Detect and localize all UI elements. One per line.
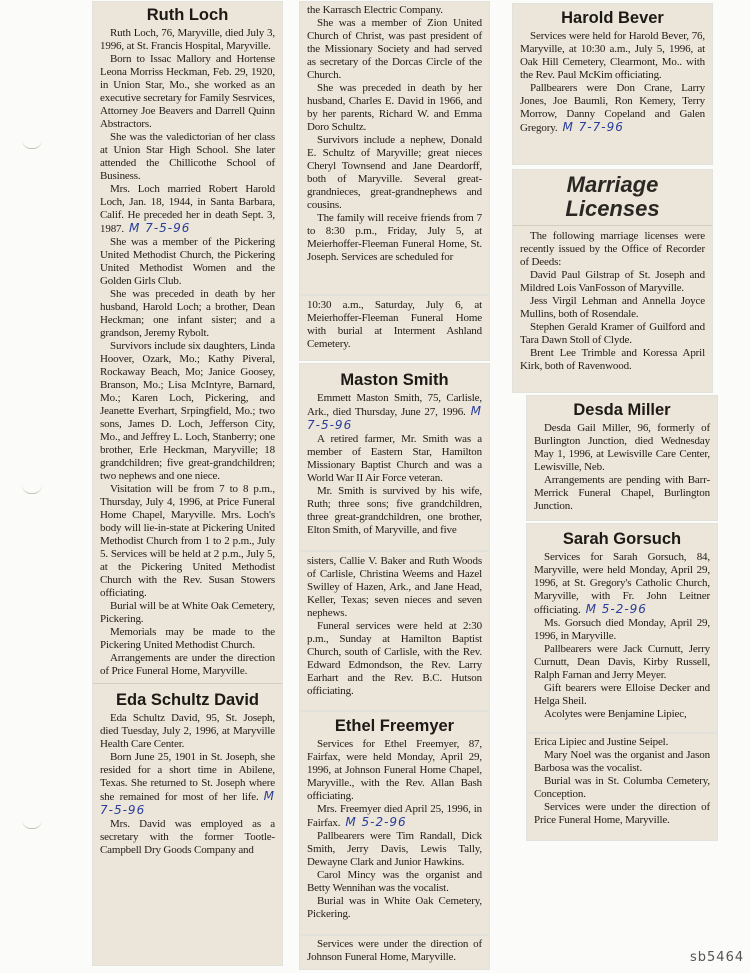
binder-hole-top [22, 140, 42, 149]
obit-paragraph: She was preceded in death by her husband, Charles E. David in 1966, and by her parents, Richard W. and Emma Doro Schultz. [307, 82, 482, 133]
license-entry: Jess Virgil Lehman and Annella Joyce Mullins, both of Rosendale. [520, 295, 705, 320]
obit-paragraph: Services for Ethel Freemyer, 87, Fairfax, were held Monday, April 29, 1996, at Johnson Funeral Home Chapel, Maryville., with the Rev. Allan Bash officiating. [307, 738, 482, 802]
obit-paragraph: Pallbearers were Jack Curnutt, Jerry Curnutt, Dean Davis, Kirby Russell, Ralph Farnan and Jerry Meyer. [534, 643, 710, 681]
license-entry: Stephen Gerald Kramer of Guilford and Tara Dawn Stoll of Clyde. [520, 321, 705, 346]
clipping-desda-miller [527, 396, 717, 520]
handwritten-date-note: M 7-5-96 [100, 789, 275, 817]
obit-paragraph: Ms. Gorsuch died Monday, April 29, 1996, in Maryville. [534, 617, 710, 642]
license-entry: Brent Lee Trimble and Koressa April Kirk, both of Ravenwood. [520, 347, 705, 372]
obit-paragraph: Burial was in St. Columba Cemetery, Conception. [534, 775, 710, 800]
obit-paragraph: 10:30 a.m., Saturday, July 6, at Meierhoffer-Fleeman Funeral Home with burial at Interment Ashland Cemetery. [307, 299, 482, 350]
obit-paragraph: Erica Lipiec and Justine Seipel. [534, 736, 669, 748]
obit-paragraph: Eda Schultz David, 95, St. Joseph, died Tuesday, July 2, 1996, at Maryville Health Care Center. [100, 712, 275, 750]
clipping-eda-david-continued [300, 2, 489, 294]
handwritten-date-note: M 7-7-96 [562, 120, 624, 134]
obituary-heading-desda-miller: Desda Miller [573, 401, 671, 419]
obit-paragraph: Funeral services were held at 2:30 p.m., Sunday at Hamilton Baptist Church, south of Carlisle, with the Rev. Edward Edmondson, the Rev. Larry Earhart and the Rev. B.C. Hutson officiating. [307, 620, 482, 697]
handwritten-date-note: M 7-5-96 [307, 404, 482, 432]
obit-paragraph: Services were under the direction of Price Funeral Home, Maryville. [534, 801, 710, 826]
obit-paragraph: Survivors include a nephew, Donald E. Schultz of Maryville; great nieces Cheryl Townsend and Jane Deardorff, both of Maryville. Several great-grandnieces, great-grandnephews and cousins. [307, 134, 482, 211]
obit-paragraph: Services for Sarah Gorsuch, 84, Maryville, were held Monday, April 29, 1996, at St. Gregory's Catholic Church, Maryville, with Fr. John Leitner officiating. M 5-2-96 [534, 551, 710, 616]
obit-paragraph: She was preceded in death by her husband, Harold Loch; a brother, Dean Heckman; one infant sister; and a grandson, Jeremy Rybolt. [100, 288, 275, 339]
obit-paragraph: Born June 25, 1901 in St. Joseph, she resided for a short time in Abilene, Texas. She returned to St. Joseph where she remained for most of her life. M 7-5-96 [100, 751, 275, 817]
clipping-ruth-loch [93, 2, 282, 965]
marriage-licenses-title-line2: Licenses [565, 196, 660, 221]
license-entry: David Paul Gilstrap of St. Joseph and Mildred Lois VanFosson of Maryville. [520, 269, 705, 294]
obit-paragraph: Mrs. Loch married Robert Harold Loch, Jan. 18, 1944, in Santa Barbara, Calif. He preceded her in death Sept. 3, 1987. M 7-5-96 [100, 183, 275, 235]
clipping-sarah-gorsuch-continued [527, 734, 717, 840]
clipping-ethel-freemyer-end [300, 936, 489, 969]
obit-paragraph: Born to Issac Mallory and Hortense Leona Morriss Heckman, Feb. 29, 1920, in Union Star, Mo., she worked as an executive secretary for Family Sesrvices, Attorney Joe Beavers and Darrell Quinn Abstractors. [100, 53, 275, 130]
obit-paragraph: The family will receive friends from 7 to 8:30 p.m., Friday, July 5, at Meierhoffer-Fleeman Funeral Home, St. Joseph. Services are scheduled for [307, 212, 482, 263]
obituary-heading-maston-smith: Maston Smith [340, 371, 449, 389]
clipping-eda-david-end [300, 296, 489, 360]
binder-hole-middle [22, 485, 42, 494]
obit-paragraph: A retired farmer, Mr. Smith was a member of Eastern Star, Hamilton Missionary Baptist Church and was a World War II Air Force veteran. [307, 433, 482, 484]
obit-paragraph: Carol Mincy was the organist and Betty Wennihan was the vocalist. [307, 869, 482, 894]
obit-paragraph: Burial was in White Oak Cemetery, Pickering. [307, 895, 482, 920]
clipping-marriage-licenses [513, 170, 712, 392]
obit-paragraph: Emmett Maston Smith, 75, Carlisle, Ark., died Thursday, June 27, 1996. M 7-5-96 [307, 392, 482, 432]
handwritten-date-note: M 7-5-96 [129, 221, 191, 235]
obit-paragraph: Mr. Smith is survived by his wife, Ruth; three sons; five grandchildren, three great-grandchildren, one brother, Elton Smith, of Maryville, and five [307, 485, 482, 536]
obit-paragraph: Survivors include six daughters, Linda Hoover, Ozark, Mo.; Kathy Piveral, Rockaway Beach, Mo; Janice Goosey, Branson, Mo.; Lisa McIntyre, Barnard, Mo.; Karen Loch, Pickering, and Jeanette Everhart, Srpingfield, Mo.; two sons, James D. Loch, Jefferson City, Mo., and Jeffrey L. Loch, Stanberry; one brother, Erle Heckman, Maryville; 18 grandchildren; five great-grandchildren; two nephews and one niece. [100, 340, 275, 482]
obit-paragraph: Arrangements are under the direction of Price Funeral Home, Maryville. [100, 652, 275, 677]
obituary-heading-harold-bever: Harold Bever [561, 9, 664, 27]
marriage-licenses-title-line1: Marriage [566, 172, 659, 197]
obit-paragraph: Visitation will be from 7 to 8 p.m., Thursday, July 4, 1996, at Price Funeral Home Chapel, Maryville. Mrs. Loch's body will lie-in-state at Pickering United Methodist Church from 1 to 2 p.m., July 5. Services will be held at 2 p.m., July 5, at the Pickering United Methodist Church with the Rev. Susan Stowers officiating. [100, 483, 275, 599]
clipping-ethel-freemyer [300, 712, 489, 934]
obit-paragraph: Burial will be at White Oak Cemetery, Pickering. [100, 600, 275, 625]
obit-paragraph: She was a member of the Pickering United Methodist Church, the Pickering United Methodist Women and the Golden Girls Club. [100, 236, 275, 287]
obit-paragraph: Mrs. David was employed as a secretary with the former Tootle-Campbell Dry Goods Company and [100, 818, 275, 856]
obituary-heading-eda-david: Eda Schultz David [115, 691, 260, 709]
obituary-heading-ruth-loch: Ruth Loch [146, 6, 229, 24]
title-divider [513, 225, 712, 226]
clipping-divider [93, 683, 282, 684]
obit-paragraph: Acolytes were Benjamine Lipiec, [544, 708, 687, 720]
obit-paragraph: sisters, Callie V. Baker and Ruth Woods of Carlisle, Christina Weems and Hazel Swilley of Hazen, Ark., and Jane Head, Keller, Texas; seven nieces and seven nephews. [307, 555, 482, 619]
obit-paragraph: Pallbearers were Tim Randall, Dick Smith, Jerry Davis, Lewis Tally, Dewayne Clark and Junior Hawkins. [307, 830, 482, 868]
handwritten-date-note: M 5-2-96 [585, 602, 647, 616]
obit-paragraph: Desda Gail Miller, 96, formerly of Burlington Junction, died Wednesday May 1, 1996, at Lewisville Care Center, Lewisville, Neb. [534, 422, 710, 473]
obit-paragraph: Services were held for Harold Bever, 76, Maryville, at 10:30 a.m., July 5, 1996, at Oak Hill Cemetery, Clearmont, Mo.. with the Rev. Paul McKim officiating. [520, 30, 705, 81]
obit-paragraph: Memorials may be made to the Pickering United Methodist Church. [100, 626, 275, 651]
obit-paragraph: She was a member of Zion United Church of Christ, was past president of the Missionary Society and had served as secretary of the Dorcas Circle of the Church. [307, 17, 482, 81]
obit-paragraph: Arrangements are pending with Barr-Merrick Funeral Chapel, Burlington Junction. [534, 474, 710, 512]
clipping-sarah-gorsuch [527, 524, 717, 732]
obit-paragraph: Gift bearers were Elloise Decker and Helga Sheil. [534, 682, 710, 707]
clipping-maston-smith [300, 364, 489, 550]
obit-paragraph: She was the valedictorian of her class at Union Star High School. She later attended the Chillicothe School of Business. [100, 131, 275, 182]
page-number-stamp: sb5464 [690, 950, 745, 965]
obit-paragraph: Services were under the direction of Johnson Funeral Home, Maryville. [307, 938, 482, 963]
license-paragraph: The following marriage licenses were recently issued by the Office of Recorder of Deeds: [520, 230, 705, 268]
handwritten-date-note: M 5-2-96 [345, 815, 407, 829]
obituary-heading-ethel-freemyer: Ethel Freemyer [334, 717, 455, 735]
obit-paragraph: Mary Noel was the organist and Jason Barbosa was the vocalist. [534, 749, 710, 774]
binder-hole-bottom [22, 820, 42, 829]
obit-paragraph: Mrs. Freemyer died April 25, 1996, in Fairfax. M 5-2-96 [307, 803, 482, 829]
obituary-heading-sarah-gorsuch: Sarah Gorsuch [562, 530, 682, 548]
clipping-harold-bever [513, 4, 712, 164]
obit-paragraph: Pallbearers were Don Crane, Larry Jones, Joe Baumli, Ron Kemery, Terry Morrow, Danny Copeland and Galen Gregory. M 7-7-96 [520, 82, 705, 134]
obit-paragraph: Ruth Loch, 76, Maryville, died July 3, 1996, at St. Francis Hospital, Maryville. [100, 27, 275, 52]
clipping-maston-smith-continued [300, 552, 489, 710]
obit-paragraph: the Karrasch Electric Company. [307, 4, 443, 16]
